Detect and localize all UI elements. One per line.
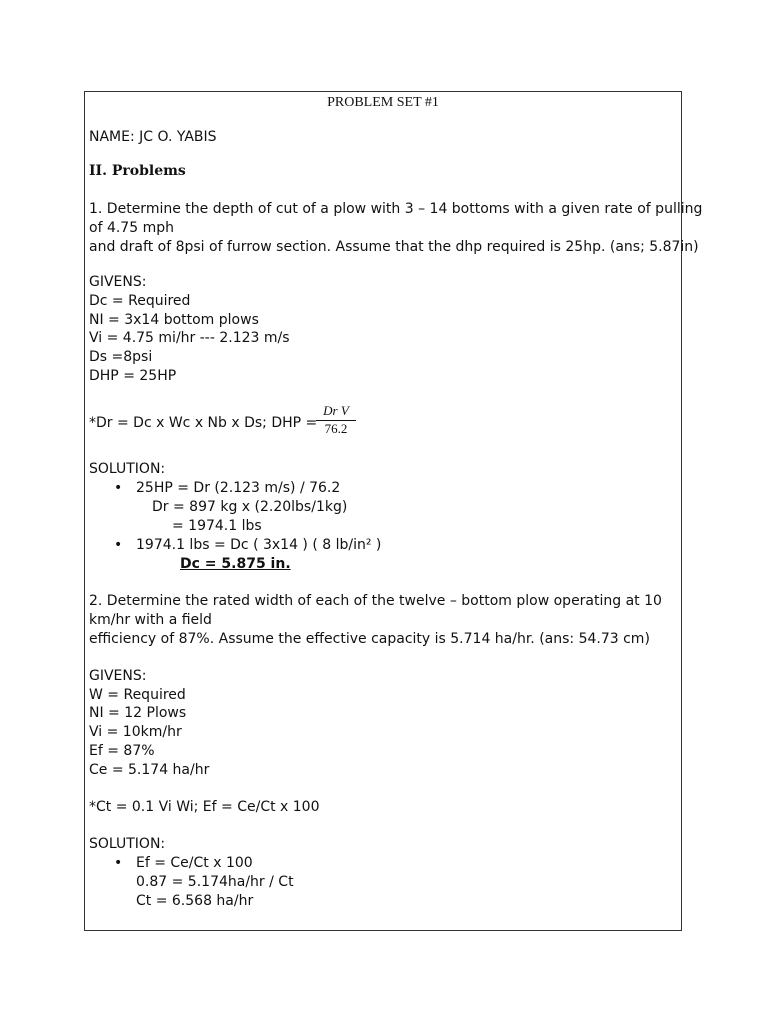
section-heading: II. Problems bbox=[89, 163, 186, 179]
p1-given-item: Ds =8psi bbox=[89, 349, 153, 365]
p1-solution-line: = 1974.1 lbs bbox=[172, 518, 262, 534]
p1-formula-fraction bbox=[316, 403, 356, 437]
p2-solution-line: Ef = Ce/Ct x 100 bbox=[136, 855, 253, 871]
bullet-icon: • bbox=[114, 537, 123, 553]
name-line: NAME: JC O. YABIS bbox=[89, 129, 217, 145]
fraction-denominator: 76.2 bbox=[324, 421, 348, 436]
p1-givens-label: GIVENS: bbox=[89, 274, 147, 290]
p1-solution-line: 25HP = Dr (2.123 m/s) / 76.2 bbox=[136, 480, 341, 496]
p2-statement-line3: efficiency of 87%. Assume the effective capacity is 5.714 ha/hr. (ans: 54.73 cm) bbox=[89, 631, 650, 647]
p1-given-item: NI = 3x14 bottom plows bbox=[89, 312, 259, 328]
p2-statement-line2: km/hr with a field bbox=[89, 612, 212, 628]
p1-formula: *Dr = Dc x Wc x Nb x Ds; DHP = bbox=[89, 415, 318, 431]
fraction-numerator: Dr V bbox=[316, 403, 356, 421]
p2-solution-line: Ct = 6.568 ha/hr bbox=[136, 893, 254, 909]
p2-given-item: NI = 12 Plows bbox=[89, 705, 187, 721]
p1-given-item: Dc = Required bbox=[89, 293, 191, 309]
p1-solution-line: 1974.1 lbs = Dc ( 3x14 ) ( 8 lb/in² ) bbox=[136, 537, 382, 553]
p2-formula: *Ct = 0.1 Vi Wi; Ef = Ce/Ct x 100 bbox=[89, 799, 320, 815]
p2-givens-label: GIVENS: bbox=[89, 668, 147, 684]
p2-given-item: Ce = 5.174 ha/hr bbox=[89, 762, 210, 778]
p1-given-item: Vi = 4.75 mi/hr --- 2.123 m/s bbox=[89, 330, 290, 346]
p1-statement-line3: and draft of 8psi of furrow section. Assume that the dhp required is 25hp. (ans; 5.87in) bbox=[89, 239, 699, 255]
bullet-icon: • bbox=[114, 855, 123, 871]
p2-given-item: Vi = 10km/hr bbox=[89, 724, 182, 740]
p1-given-item: DHP = 25HP bbox=[89, 368, 177, 384]
bullet-icon: • bbox=[114, 480, 123, 496]
p1-solution-line: Dr = 897 kg x (2.20lbs/1kg) bbox=[152, 499, 348, 515]
p1-answer: Dc = 5.875 in. bbox=[180, 556, 291, 572]
p2-given-item: Ef = 87% bbox=[89, 743, 155, 759]
p2-solution-label: SOLUTION: bbox=[89, 836, 166, 852]
p1-solution-label: SOLUTION: bbox=[89, 461, 166, 477]
p2-given-item: W = Required bbox=[89, 687, 186, 703]
p2-solution-line: 0.87 = 5.174ha/hr / Ct bbox=[136, 874, 294, 890]
p1-statement-line1: 1. Determine the depth of cut of a plow with 3 – 14 bottoms with a given rate of pulling bbox=[89, 201, 703, 217]
p1-statement-line2: of 4.75 mph bbox=[89, 220, 174, 236]
p2-statement-line1: 2. Determine the rated width of each of the twelve – bottom plow operating at 10 bbox=[89, 593, 662, 609]
document-title: PROBLEM SET #1 bbox=[327, 95, 439, 110]
